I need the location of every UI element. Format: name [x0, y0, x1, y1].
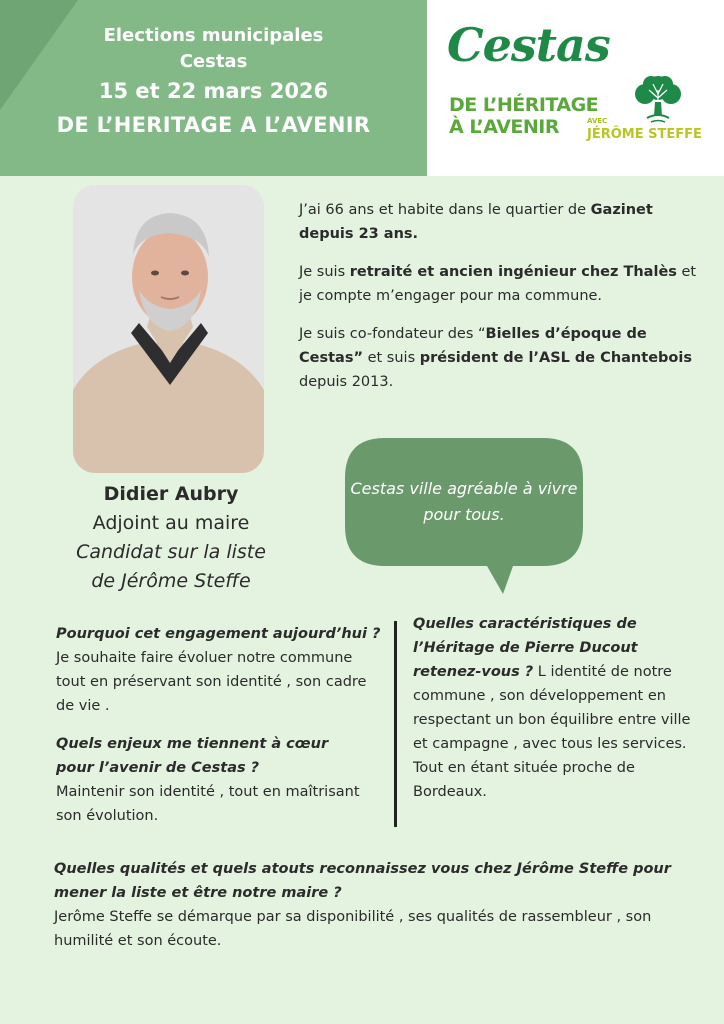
intro-paragraph-3	[299, 322, 709, 394]
bubble-quote: Cestas ville agréable à vivre pour tous.	[350, 479, 578, 524]
header-line-slogan: DE L’HERITAGE A L’AVENIR	[56, 113, 371, 137]
logo-subtitle-2: À L’AVENIR	[449, 116, 559, 138]
answer-enjeux: Maintenir son identité , tout en maîtrisant son évolution.	[56, 784, 360, 824]
candidate-photo	[73, 185, 264, 473]
qa-block-enjeux	[56, 732, 386, 828]
answer-qualites: Jerôme Steffe se démarque par sa disponibilité , ses qualités de rassembleur , son humilité et son écoute.	[54, 909, 652, 949]
candidate-list-line-2: de Jérôme Steffe	[91, 570, 251, 592]
header-title-panel	[0, 0, 427, 176]
intro-text-span: et suis	[362, 350, 420, 366]
qa-right-column	[413, 612, 709, 804]
intro-paragraph-1	[299, 198, 709, 246]
intro-text-span: J’ai 66 ans et habite dans le quartier de	[299, 202, 591, 218]
header	[0, 0, 724, 176]
intro-text-span: et je compte m’engager pour ma commune.	[299, 264, 697, 304]
intro-bold-span: Bielles d’époque de Cestas”	[299, 326, 647, 366]
intro-bold-span: retraité et ancien ingénieur chez Thalès	[349, 264, 677, 280]
header-line-dates: 15 et 22 mars 2026	[98, 79, 329, 103]
answer-heritage: L identité de notre commune , son développement en respectant un bon équilibre entre ville et campagne , avec tous les services. Tout en étant située proche de Bordeaux.	[413, 664, 691, 800]
header-line-elections: Elections municipales	[103, 25, 324, 46]
logo-candidate-name: JÉRÔME STEFFE	[587, 127, 702, 142]
logo-panel	[427, 0, 724, 176]
question-enjeux-line-2: pour l’avenir de Cestas ?	[56, 760, 260, 776]
question-qualites: Quelles qualités et quels atouts reconnaissez vous chez Jérôme Steffe pour mener la liste et être notre maire ?	[54, 861, 671, 901]
candidate-role: Adjoint au maire	[92, 512, 250, 534]
portrait-illustration	[73, 185, 264, 473]
header-line-town: Cestas	[179, 51, 248, 72]
logo-title: Cestas	[447, 18, 610, 72]
intro-bold-span: Gazinet depuis 23 ans.	[299, 202, 653, 242]
tree-icon	[627, 70, 689, 132]
qa-block-engagement	[56, 622, 386, 718]
intro-text-span: depuis 2013.	[299, 374, 394, 390]
candidate-info	[48, 480, 294, 596]
intro-text	[299, 198, 709, 408]
question-heritage: Quelles caractéristiques de l’Héritage de Pierre Ducout retenez-vous ?	[413, 616, 638, 680]
candidate-name: Didier Aubry	[103, 483, 239, 505]
intro-text-span: Je suis co-fondateur des “	[299, 326, 486, 342]
intro-bold-span: président de l’ASL de Chantebois	[419, 350, 692, 366]
answer-engagement: Je souhaite faire évoluer notre commune tout en préservant son identité , son cadre de vie .	[56, 650, 367, 714]
qa-bottom-block	[54, 857, 694, 953]
logo-avec: AVEC	[587, 117, 608, 125]
intro-text-span: Je suis	[299, 264, 350, 280]
qa-left-column	[56, 622, 386, 842]
candidate-list-line-1: Candidat sur la liste	[76, 541, 266, 563]
intro-paragraph-2	[299, 260, 709, 308]
logo-subtitle-1: DE L’HÉRITAGE	[449, 94, 599, 116]
header-title	[0, 22, 427, 143]
column-divider	[394, 621, 397, 827]
question-enjeux-line-1: Quels enjeux me tiennent à cœur	[56, 736, 329, 752]
question-engagement: Pourquoi cet engagement aujourd’hui ?	[56, 626, 381, 642]
